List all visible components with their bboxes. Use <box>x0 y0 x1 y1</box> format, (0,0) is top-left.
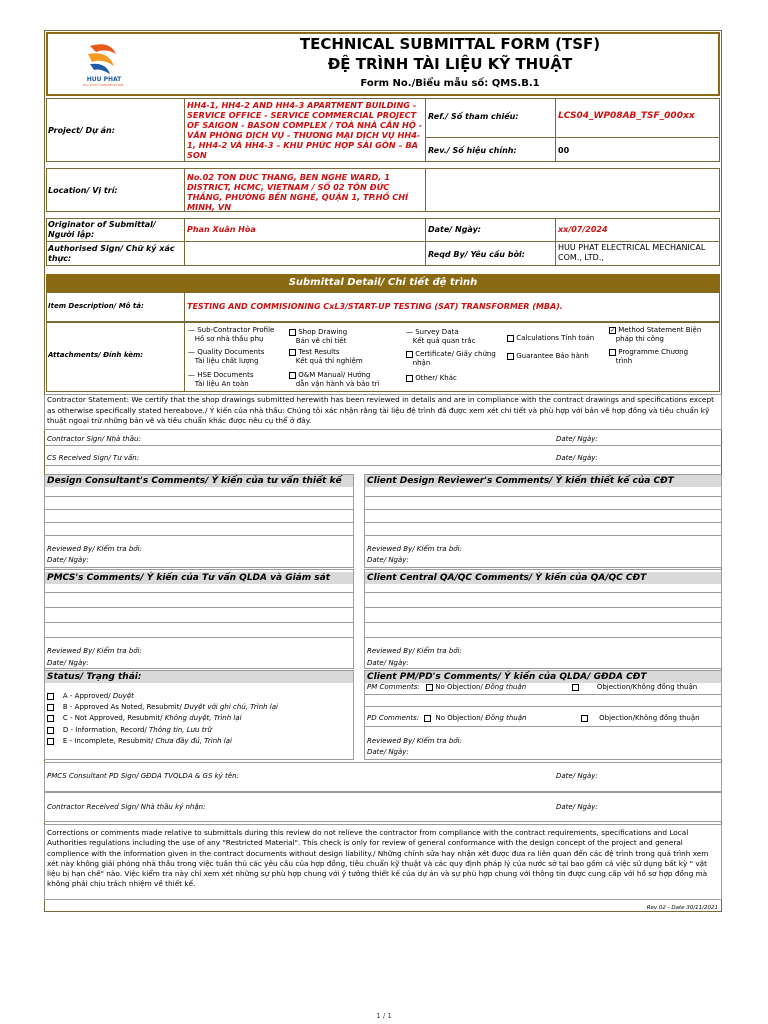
rev-label: Rev./ Số hiệu chỉnh: <box>428 146 517 155</box>
rev-value[interactable]: 00 <box>558 146 570 155</box>
location-value: No.02 TON DUC THANG, BEN NGHE WARD, 1 DISTRICT, HCMC, VIETNAM / SỐ 02 TÔN ĐỨC THẮNG, PHƯỜNG BẾN NGHÉ, QUẬN 1, TP.HỒ CHÍ MINH, VN <box>187 172 409 212</box>
pmcs-title: PMCS's Comments/ Ý kiến của Tư vấn QLDA và Giám sát <box>45 572 353 584</box>
location-label: Location/ Vị trí: <box>48 186 118 195</box>
attach-programme[interactable]: Programme Chương trình <box>609 348 688 366</box>
attach-calculations[interactable]: Calculations Tính toán <box>507 334 594 343</box>
submittal-title: Submittal Detail/ Chi tiết đệ trình <box>46 274 720 292</box>
originator-label: Originator of Submittal/ Người lập: <box>48 220 156 239</box>
dc-reviewed-by: Reviewed By/ Kiểm tra bởi: <box>47 545 142 553</box>
logo-text: HUU PHAT <box>86 76 122 83</box>
design-consultant-title: Design Consultant's Comments/ Ý kiến của tư vấn thiết kế <box>45 475 353 487</box>
attach-other[interactable]: Other/ Khác <box>406 374 457 383</box>
project-value: HH4-1, HH4-2 AND HH4-3 APARTMENT BUILDING - SERVICE OFFICE - SERVICE COMMERCIAL PROJECT OF SAIGON - BASON COMPLEX / TOÀ NHÀ CĂN HỘ - VĂN PHÒNG DỊCH VỤ - THƯƠNG MẠI DỊCH VỤ HH4-1, HH4-2 VÀ HH4-3 – KHU PHỨC HỢP SÀI GÒN – BA SON <box>187 100 423 160</box>
pd-no-objection[interactable]: No Objection/ Đồng thuận <box>424 714 526 723</box>
attach-method-statement[interactable]: ✓ Method Statement Biện pháp thi công <box>610 326 702 343</box>
cd-reviewed-by: Reviewed By/ Kiểm tra bởi: <box>367 545 462 553</box>
pmcs-reviewed-by: Reviewed By/ Kiểm tra bởi: <box>47 647 142 655</box>
form-number: Form No./Biểu mẫu số: QMS.B.1 <box>360 78 540 89</box>
attach-sub-contractor[interactable]: — Sub-Contractor Profile Hồ sơ nhà thầu phụ <box>188 326 275 343</box>
cs-received-date: Date/ Ngày: <box>556 454 598 462</box>
ref-value[interactable]: LCS04_WP08AB_TSF_000xx <box>558 111 695 121</box>
qaqc-reviewed-by: Reviewed By/ Kiểm tra bởi: <box>367 647 462 655</box>
reqd-value: HUU PHAT ELECTRICAL MECHANICAL COM., LTD., <box>558 243 706 262</box>
ref-label: Ref./ Số tham chiếu: <box>428 112 519 121</box>
pm-reviewed-by: Reviewed By/ Kiểm tra bởi: <box>367 737 462 745</box>
item-label: Item Description/ Mô tả: <box>48 302 144 310</box>
status-option-e[interactable]: E - Incomplete, Resubmit/ Chưa đầy đủ, Trình lại <box>47 737 232 746</box>
status-option-b[interactable]: B - Approved As Noted, Resubmit/ Duyệt với ghi chú, Trình lại <box>47 703 278 712</box>
contractor-sign-date: Date/ Ngày: <box>556 435 598 443</box>
client-qaqc-title: Client Central QA/QC Comments/ Ý kiến của QA/QC CĐT <box>365 572 721 584</box>
attach-hse-docs[interactable]: — HSE Documents Tài liệu An toàn <box>188 371 254 388</box>
pm-date: Date/ Ngày: <box>367 748 409 756</box>
pm-comments-label: PM Comments: <box>367 683 420 691</box>
reqd-label: Reqd By/ Yêu cầu bởi: <box>428 250 525 259</box>
pm-objection[interactable]: Objection/Không đồng thuận <box>572 683 697 692</box>
originator-value[interactable]: Phan Xuân Hòa <box>187 225 256 234</box>
contractor-received-date: Date/ Ngày: <box>556 803 598 811</box>
pmcs-sign-label: PMCS Consultant PD Sign/ GĐDA TVQLDA & GS ký tên: <box>47 772 239 780</box>
attach-survey-data[interactable]: — Survey Data Kết quả quan trắc <box>406 328 476 345</box>
status-option-d[interactable]: D - Information, Record/ Thông tin, Lưu trữ <box>47 726 212 735</box>
cs-received: CS Received Sign/ Tư vấn: <box>47 454 140 462</box>
checkmark-icon: ✓ <box>610 326 616 334</box>
contractor-sign: Contractor Sign/ Nhà thầu: <box>47 435 141 443</box>
dc-date: Date/ Ngày: <box>47 556 89 564</box>
client-design-title: Client Design Reviewer's Comments/ Ý kiến thiết kế của CĐT <box>365 475 721 487</box>
pd-objection[interactable]: Objection/Không đồng thuận <box>581 714 700 723</box>
attach-guarantee[interactable]: Guarantee Bảo hành <box>507 352 589 361</box>
title-vi: ĐỆ TRÌNH TÀI LIỆU KỸ THUẬT <box>327 55 573 73</box>
logo-subtext: HUU PHAT CONSTRUCTION <box>82 83 124 87</box>
item-value: TESTING AND COMMISIONING CxL3/START-UP TESTING (SAT) TRANSFORMER (MBA). <box>187 302 563 311</box>
status-title: Status/ Trạng thái: <box>45 671 353 683</box>
status-option-c[interactable]: C - Not Approved, Resubmit/ Không duyệt, Trình lại <box>47 714 242 723</box>
pd-comments-label: PD Comments: <box>367 714 420 722</box>
qaqc-date: Date/ Ngày: <box>367 659 409 667</box>
attach-label: Attachments/ Đính kèm: <box>48 351 144 359</box>
contractor-statement: Contractor Statement: We certify that the shop drawings submitted herewith has been reviewed in details and are in compliance with the contract drawings and specifications except as otherwise specifically stated hereabove./ Ý kiến của nhà thầu: Chúng tôi xác nhận rằng tài liệu đệ trình đã được xem xét chi tiết và phù hợp với bản vẽ hợp đồng và tiêu chuẩn kỹ thuật ngoại trừ những bản vẽ và tiêu chuẩn khác được nêu cụ thể ở đây. <box>47 395 714 425</box>
pmcs-sign-date: Date/ Ngày: <box>556 772 598 780</box>
contractor-received-label: Contractor Received Sign/ Nhà thầu ký nhận: <box>47 803 206 811</box>
date-label: Date/ Ngày: <box>428 225 481 234</box>
client-pm-title: Client PM/PD's Comments/ Ý kiến của QLDA/ GĐDA CĐT <box>365 671 721 683</box>
date-value[interactable]: xx/07/2024 <box>558 225 608 234</box>
cd-date: Date/ Ngày: <box>367 556 409 564</box>
attach-shop-drawing[interactable]: Shop Drawing Bản vẽ chi tiết <box>289 328 347 346</box>
attach-test-results[interactable]: Test Results Kết quả thí nghiệm <box>289 348 363 366</box>
pm-no-objection[interactable]: No Objection/ Đồng thuận <box>426 683 526 692</box>
attach-certificate[interactable]: Certificate/ Giấy chứng nhận <box>406 350 496 368</box>
title-en: TECHNICAL SUBMITTAL FORM (TSF) <box>299 35 601 53</box>
revision-note: Rev 02 - Date 30/11/2021 <box>646 905 718 911</box>
authorised-label: Authorised Sign/ Chữ ký xác thực: <box>48 244 175 263</box>
pmcs-date: Date/ Ngày: <box>47 659 89 667</box>
company-logo <box>80 38 126 90</box>
status-option-a[interactable]: A - Approved/ Duyệt <box>47 692 134 701</box>
page-number: 1 / 1 <box>376 1012 392 1020</box>
disclaimer-text: Corrections or comments made relative to submittals during this review do not relieve the contractor from compliance with the contract requirements, specifications and Local Authorities regulations including the use of any "Restricted Material". This check is only for review of general conformance with the design concept of the project and general complience with the information given in the contract documents without design liability./ Những chỉnh sửa hay nhận xét được đưa ra liên quan đến các đệ trình trong quá trình xem xét này không giải phóng nhà thầu trong việc tuân thủ các yêu cầu của hợp đồng, tiêu chuẩn kỹ thuật và các quy định pháp lý của nước sở tại bao gồm cả việc sử dụng bất kỳ " vật liệu bị hạn chế" nào. Việc kiểm tra này chỉ xem xét những sự phù hợp chung với ý tưởng thiết kế của dự án và sự phù hợp chung với thông tin được cung cấp với hồ sơ hợp đồng mà không phải chịu trách nhiệm về thiết kế. <box>47 828 709 889</box>
project-label: Project/ Dự án: <box>48 126 115 135</box>
attach-om-manual[interactable]: O&M Manual/ Hướng dẫn vận hành và bảo trì <box>289 371 379 389</box>
attach-quality-docs[interactable]: — Quality Documents Tài liệu chất lượng <box>188 348 265 365</box>
